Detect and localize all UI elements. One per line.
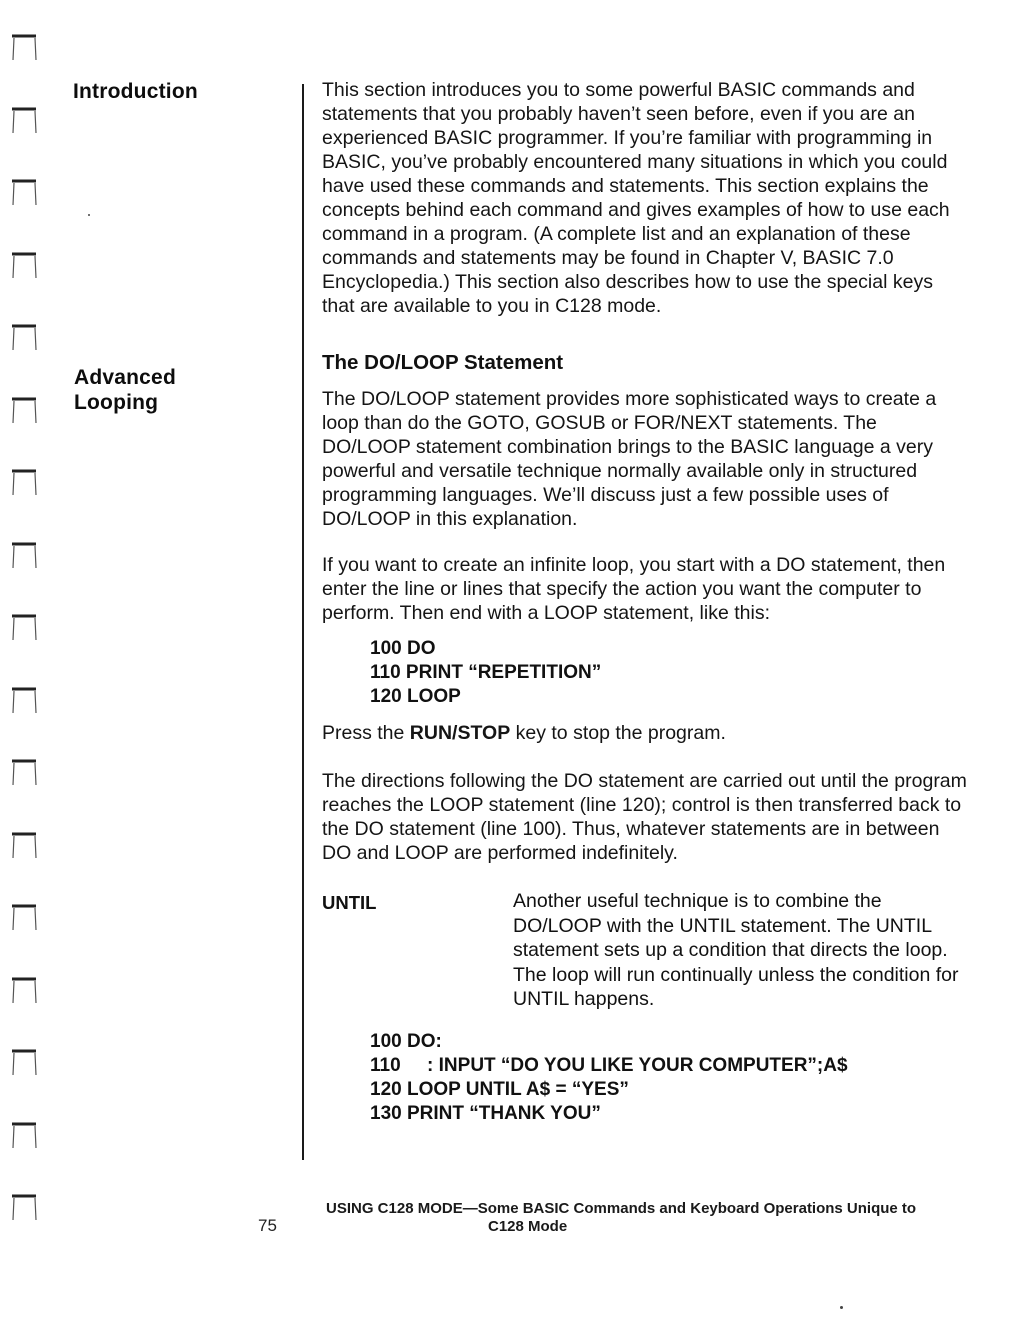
- binding-hole-mark: [10, 1118, 38, 1152]
- code-line: 120 LOOP: [370, 686, 461, 707]
- until-description: Another useful technique is to combine the DO/LOOP with the UNTIL statement. The UNTIL statement sets up a condition that directs the loop. The loop will run continually unless the condition for UNTIL happens.: [513, 890, 959, 1010]
- page-number: 75: [258, 1216, 277, 1235]
- binding-hole-mark: [10, 755, 38, 789]
- binding-hole-mark: [10, 973, 38, 1007]
- binding-hole-mark: [10, 248, 38, 282]
- run-stop-key-label: RUN/STOP: [409, 722, 511, 744]
- binding-hole-mark: [10, 538, 38, 572]
- code-line: 100 DO: [370, 638, 436, 659]
- press-suffix: key to stop the program.: [510, 722, 726, 744]
- binding-hole-mark: [10, 1190, 38, 1224]
- code-block-until: [370, 1030, 970, 1126]
- binding-hole-mark: [10, 900, 38, 934]
- intro-paragraph: This section introduces you to some powerful BASIC commands and statements that you probably haven’t seen before, even if you are an experienced BASIC programmer. If you’re familiar with programming in BASIC, you’ve probably encountered many situations in which you could have used these commands and statements. This section explains the concepts behind each command and gives examples of how to use each command in a program. (A complete list and an explanation of these commands and statements may be found in Chapter V, BASIC 7.0 Encyclopedia.) This section also describes how to use the special keys that are available to you in C128 mode.: [322, 79, 950, 317]
- doloop-paragraph-3: The directions following the DO statement are carried out until the program reaches the LOOP statement (line 120); control is then transferred back to the DO statement (line 100). Thus, whatever statements are in between DO and LOOP are performed indefinitely.: [322, 770, 967, 864]
- doloop-section-title: The DO/LOOP Statement: [322, 351, 564, 374]
- binding-holes: [10, 30, 50, 1300]
- until-label: UNTIL: [322, 892, 377, 913]
- scan-speck: [88, 214, 90, 216]
- footer-line-2: C128 Mode: [488, 1218, 568, 1235]
- code-line: 130 PRINT “THANK YOU”: [370, 1103, 601, 1124]
- code-line: 110 : INPUT “DO YOU LIKE YOUR COMPUTER”;A$: [370, 1055, 848, 1076]
- binding-hole-mark: [10, 465, 38, 499]
- doloop-paragraph-2: If you want to create an infinite loop, you start with a DO statement, then enter the line or lines that specify the action you want the computer to perform. Then end with a LOOP statement, like this:: [322, 554, 946, 624]
- binding-hole-mark: [10, 1045, 38, 1079]
- code-line: 110 PRINT “REPETITION”: [370, 662, 602, 683]
- binding-hole-mark: [10, 393, 38, 427]
- code-line: 120 LOOP UNTIL A$ = “YES”: [370, 1079, 629, 1100]
- main-content: [322, 78, 970, 1126]
- press-key-instruction: [322, 721, 970, 745]
- binding-hole-mark: [10, 828, 38, 862]
- running-footer: [326, 1200, 976, 1236]
- code-line: 100 DO:: [370, 1031, 442, 1052]
- binding-hole-mark: [10, 175, 38, 209]
- introduction-heading: Introduction: [73, 80, 198, 103]
- advanced-heading-line1: Advanced: [74, 366, 176, 389]
- column-divider: [302, 84, 304, 1160]
- binding-hole-mark: [10, 610, 38, 644]
- binding-hole-mark: [10, 683, 38, 717]
- binding-hole-mark: [10, 30, 38, 64]
- binding-hole-mark: [10, 103, 38, 137]
- advanced-looping-heading: [74, 365, 176, 415]
- press-prefix: Press the: [322, 722, 410, 744]
- binding-hole-mark: [10, 320, 38, 354]
- doloop-paragraph-1: The DO/LOOP statement provides more sophisticated ways to create a loop than do the GOTO, GOSUB or FOR/NEXT statements. The DO/LOOP statement combination brings to the BASIC language a very powerful and versatile technique normally available only in structured programming languages. We’ll discuss just a few possible uses of DO/LOOP in this explanation.: [322, 388, 937, 530]
- code-block-infinite-loop: [370, 637, 970, 709]
- footer-line-1: USING C128 MODE—Some BASIC Commands and Keyboard Operations Unique to: [326, 1200, 917, 1217]
- advanced-heading-line2: Looping: [74, 391, 159, 414]
- until-section: [322, 889, 970, 1009]
- scan-speck: [840, 1306, 843, 1309]
